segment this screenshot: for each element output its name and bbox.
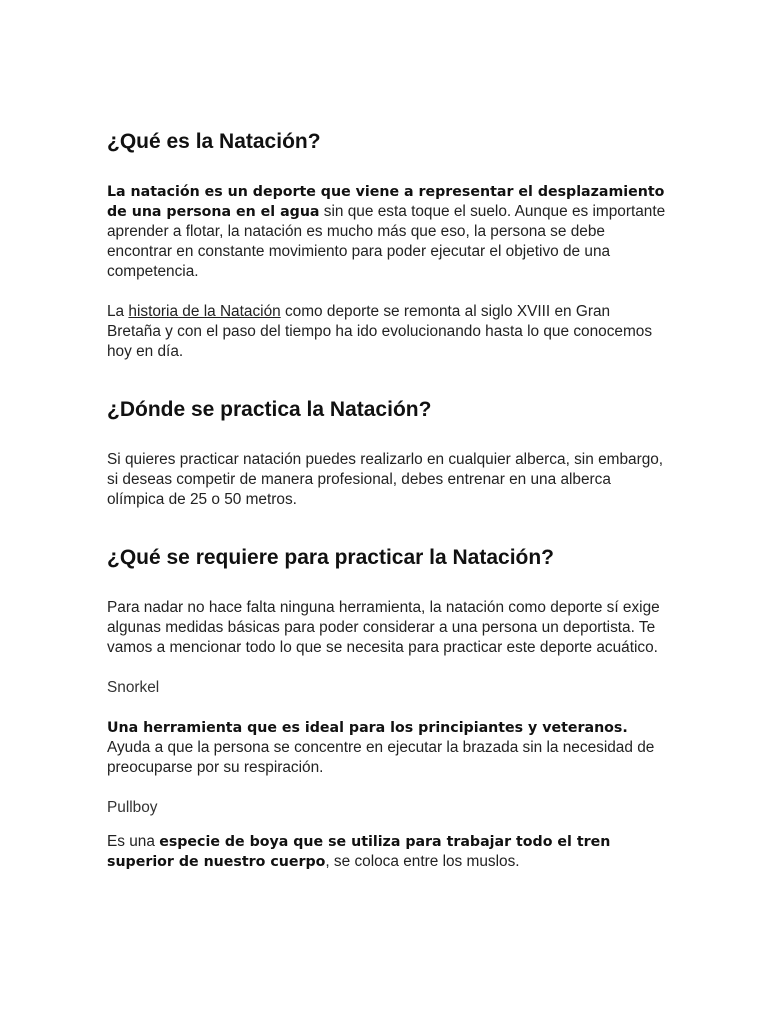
- item-title-snorkel: Snorkel: [107, 679, 160, 696]
- heading-que-es: ¿Qué es la Natación?: [107, 130, 321, 153]
- pullboy-rest: , se coloca entre los muslos.: [325, 853, 520, 870]
- paragraph-snorkel: [107, 718, 667, 778]
- paragraph-requiere: Para nadar no hace falta ninguna herramienta, la natación como deporte sí exige algunas medidas básicas para poder considerar a una persona un deportista. Te vamos a mencionar todo lo que se necesita para practicar este deporte acuático.: [107, 599, 660, 656]
- bold-definition: La natación es un deporte que viene a representar el desplazamiento de una persona en el agua: [107, 184, 665, 220]
- item-title-pullboy: Pullboy: [107, 799, 158, 816]
- paragraph-pullboy: [107, 832, 667, 872]
- pullboy-pre: Es una: [107, 833, 160, 850]
- heading-requiere: ¿Qué se requiere para practicar la Natación?: [107, 546, 555, 569]
- bold-snorkel: Una herramienta que es ideal para los principiantes y veteranos.: [107, 720, 628, 736]
- paragraph-history: [107, 302, 667, 362]
- snorkel-rest: Ayuda a que la persona se concentre en ejecutar la brazada sin la necesidad de preocuparse por su respiración.: [107, 739, 655, 776]
- heading-donde: ¿Dónde se practica la Natación?: [107, 398, 432, 421]
- definition-rest: sin que esta toque el suelo. Aunque es importante aprender a flotar, la natación es mucho más que eso, la persona se debe encontrar en constante movimiento para poder ejecutar el objetivo de una competencia.: [107, 203, 666, 280]
- history-link[interactable]: historia de la Natación: [128, 303, 281, 320]
- bold-pullboy: especie de boya que se utiliza para trabajar todo el tren superior de nuestro cuerpo: [107, 834, 611, 870]
- history-rest: como deporte se remonta al siglo XVIII en Gran Bretaña y con el paso del tiempo ha ido evolucionando hasta lo que conocemos hoy en día.: [107, 303, 653, 360]
- history-pre: La: [107, 303, 129, 320]
- paragraph-definition: [107, 182, 667, 282]
- document-content: [107, 128, 667, 872]
- paragraph-donde: Si quieres practicar natación puedes realizarlo en cualquier alberca, sin embargo, si deseas competir de manera profesional, debes entrenar en una alberca olímpica de 25 o 50 metros.: [107, 451, 664, 508]
